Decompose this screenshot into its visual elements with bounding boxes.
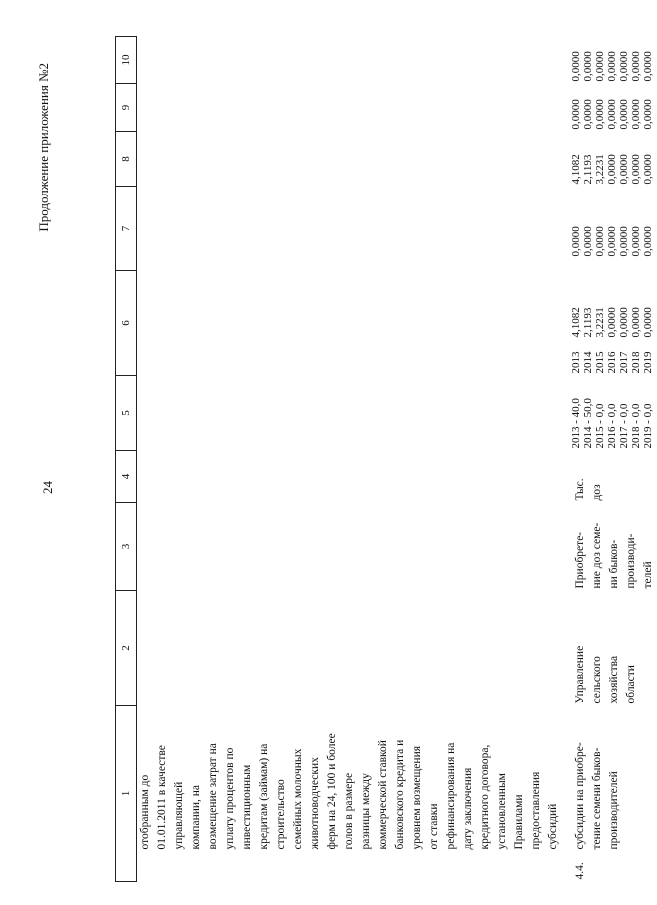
page-number: 24 [40,481,55,494]
header-col-8: 8 [116,132,137,187]
executor-cell: Управление сельского хозяйства области [574,645,637,704]
regional-budget-cell: 4,1082 2,1193 3,2231 0,0000 0,0000 0,0000 0,0000 [570,154,654,185]
header-col-7: 7 [116,187,137,271]
funding-years-cell: 2013 2014 2015 2016 2017 2018 2019 [570,351,654,374]
header-col-4: 4 [116,451,137,503]
federal-budget-cell: 0,0000 0,0000 0,0000 0,0000 0,0000 0,0000 0,0000 [570,226,654,257]
indicator-cell: Приобрете- ние доз семе- ни быков- производи- телей [574,522,654,589]
total-funding-cell: 4,1082 2,1193 3,2231 0,0000 0,0000 0,0000 0,0000 [570,307,654,338]
rotated-table-page [115,37,654,882]
row-number: 4.4. [574,862,586,880]
header-col-1: 1 [116,706,137,882]
extrabudgetary-cell: 0,0000 0,0000 0,0000 0,0000 0,0000 0,0000 0,0000 [570,51,654,82]
appendix-continuation: Продолжение приложения №2 [36,63,51,232]
local-budget-cell: 0,0000 0,0000 0,0000 0,0000 0,0000 0,0000 0,0000 [570,99,654,130]
target-values-cell: 2013 - 40,0 2014 - 50,0 2015 - 0,0 2016 - 0,0 2017 - 0,0 2018 - 0,0 2019 - 0,0 [570,398,654,449]
column-number-row [116,37,137,882]
header-col-2: 2 [116,591,137,706]
table-row-4-4 [562,37,657,882]
header-col-10: 10 [116,37,137,84]
unit-cell: Тыс. доз [574,478,603,501]
header-col-6: 6 [116,271,137,376]
program-table [115,36,657,882]
header-col-3: 3 [116,503,137,591]
header-col-5: 5 [116,376,137,451]
subsidy-description-cell: отобранным до 01.01.2011 в качестве управляющей компании, на возмещение затрат на уплату процентов по инвестиционным кредитам (займам) на строительство семейных молочных животноводческих ферм на 24, 100 и более голов в размере разницы между коммерческой ставкой банковского кредита и уровнем возмещения от ставки рефинансирования на дату заключения кредитного договора, установленным Правилами предоставления субсидий [139,733,559,850]
measure-name-cell: субсидии на приобре- тение семени быков- производителей [574,742,620,850]
header-col-9: 9 [116,84,137,132]
table-row-previous [137,37,563,882]
